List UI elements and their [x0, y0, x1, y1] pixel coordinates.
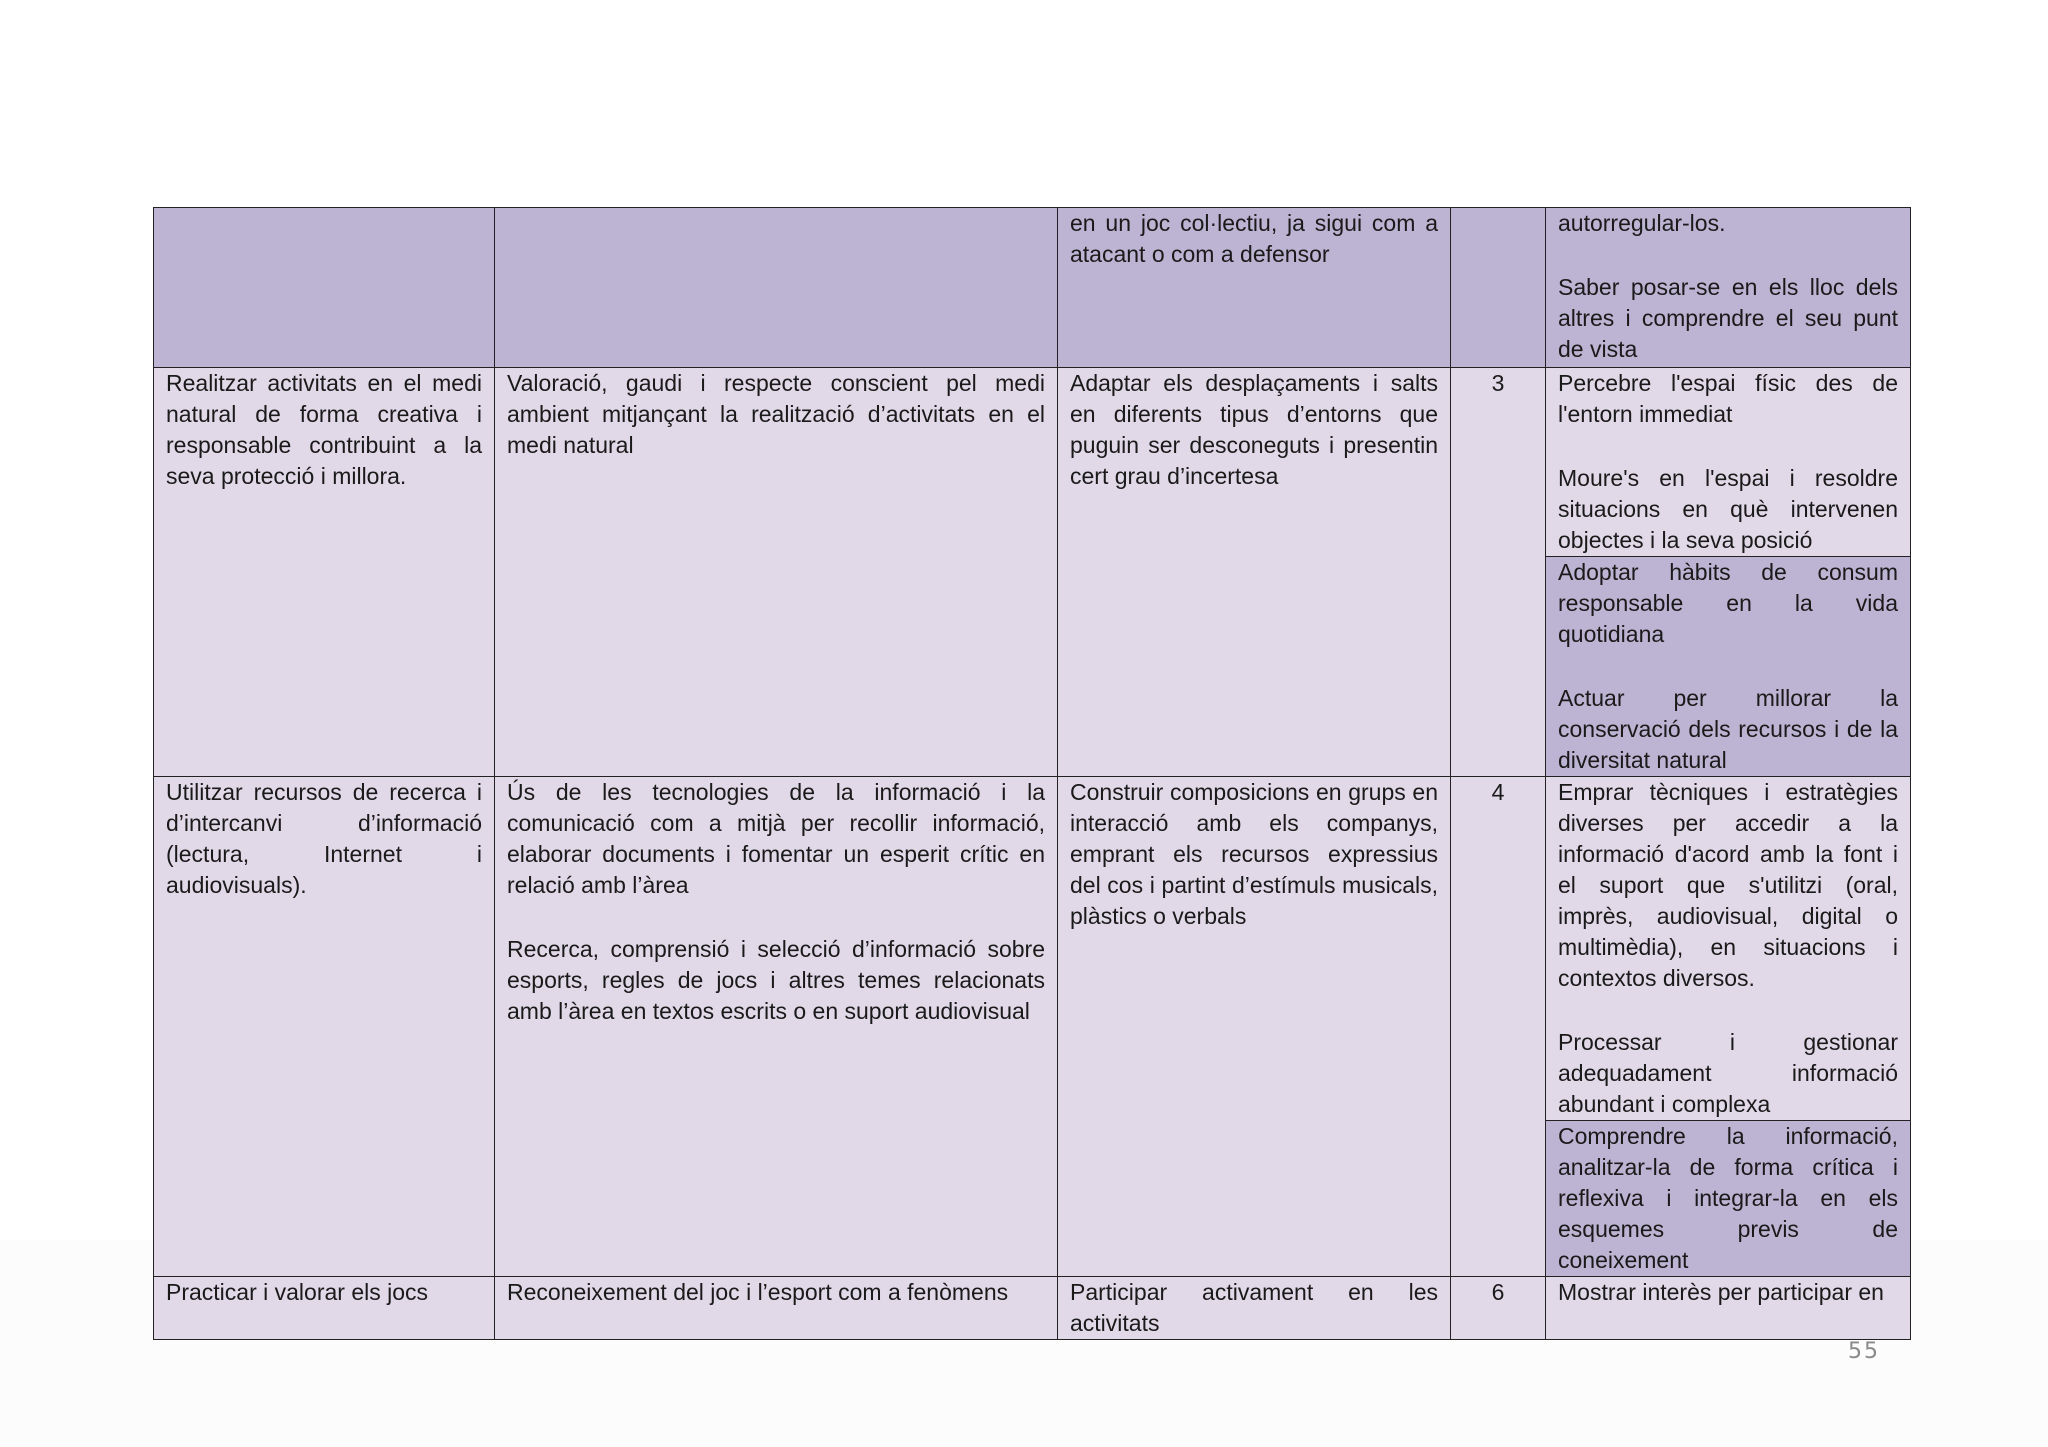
competence-text: Mostrar interès per participar en — [1558, 1279, 1884, 1305]
number-cell: 6 — [1451, 1277, 1546, 1340]
number-cell: 4 — [1451, 777, 1546, 1277]
objective-cell: Utilitzar recursos de recerca i d’intercanvi d’informació (lectura, Internet i audiovisuals). — [154, 777, 495, 1277]
content-text: Reconeixement del joc i l’esport com a fenòmens — [507, 1279, 1009, 1305]
page-number: 55 — [1848, 1339, 1880, 1364]
content-text: Ús de les tecnologies de la informació i la comunicació com a mitjà per recollir informació, elaborar documents i fomentar un esperit crític en relació amb l’àrea — [507, 779, 1045, 898]
competence-text: autorregular-los. — [1558, 210, 1726, 236]
competence-text: Adoptar hàbits de consum responsable en la vida quotidiana — [1558, 559, 1898, 647]
competence-text: Saber posar-se en els lloc dels altres i comprendre el seu punt de vista — [1558, 274, 1898, 362]
curriculum-table — [153, 207, 1911, 1340]
content-text: Valoració, gaudi i respecte conscient pel medi ambient mitjançant la realització d’activitats en el medi natural — [507, 370, 1045, 458]
competence-text: Actuar per millorar la conservació dels recursos i de la diversitat natural — [1558, 685, 1898, 773]
competence-text: Comprendre la informació, analitzar-la de forma crítica i reflexiva i integrar-la en els esquemes previs de coneixement — [1558, 1123, 1898, 1273]
table-row — [154, 368, 1911, 557]
table-row — [154, 1277, 1911, 1340]
competence-text: Emprar tècniques i estratègies diverses per accedir a la informació d'acord amb la font i el suport que s'utilitzi (oral, imprès, audiovisual, digital o multimèdia), en situacions i contextos diversos. — [1558, 779, 1898, 991]
content-text: Recerca, comprensió i selecció d’informació sobre esports, regles de jocs i altres temes relacionats amb l’àrea en textos escrits o en suport audiovisual — [507, 936, 1045, 1024]
competences-cell — [1546, 777, 1911, 1121]
competence-text: Moure's en l'espai i resoldre situacions en què intervenen objectes i la seva posició — [1558, 465, 1898, 553]
content-cell — [495, 208, 1058, 368]
content-cell — [495, 1277, 1058, 1340]
criterion-cell: Construir composicions en grups en interacció amb els companys, emprant els recursos expressius del cos i partint d’estímuls musicals, plàstics o verbals — [1058, 777, 1451, 1277]
content-cell — [495, 368, 1058, 777]
number-cell: 3 — [1451, 368, 1546, 777]
number-cell — [1451, 208, 1546, 368]
criterion-cell: en un joc col·lectiu, ja sigui com a atacant o com a defensor — [1058, 208, 1451, 368]
competence-text: Processar i gestionar adequadament informació abundant i complexa — [1558, 1029, 1898, 1117]
table-row — [154, 777, 1911, 1121]
criterion-cell: Participar activament en les activitats — [1058, 1277, 1451, 1340]
objective-cell — [154, 208, 495, 368]
competence-text: Percebre l'espai físic des de l'entorn immediat — [1558, 370, 1898, 427]
competences-cell — [1546, 208, 1911, 368]
table-row — [154, 208, 1911, 368]
competences-cell — [1546, 1121, 1911, 1277]
criterion-cell: Adaptar els desplaçaments i salts en diferents tipus d’entorns que puguin ser desconeguts i presentin cert grau d’incertesa — [1058, 368, 1451, 777]
content-cell — [495, 777, 1058, 1277]
objective-cell: Realitzar activitats en el medi natural de forma creativa i responsable contribuint a la seva protecció i millora. — [154, 368, 495, 777]
competences-cell — [1546, 368, 1911, 557]
competences-cell — [1546, 557, 1911, 777]
objective-cell: Practicar i valorar els jocs — [154, 1277, 495, 1340]
competences-cell — [1546, 1277, 1911, 1340]
